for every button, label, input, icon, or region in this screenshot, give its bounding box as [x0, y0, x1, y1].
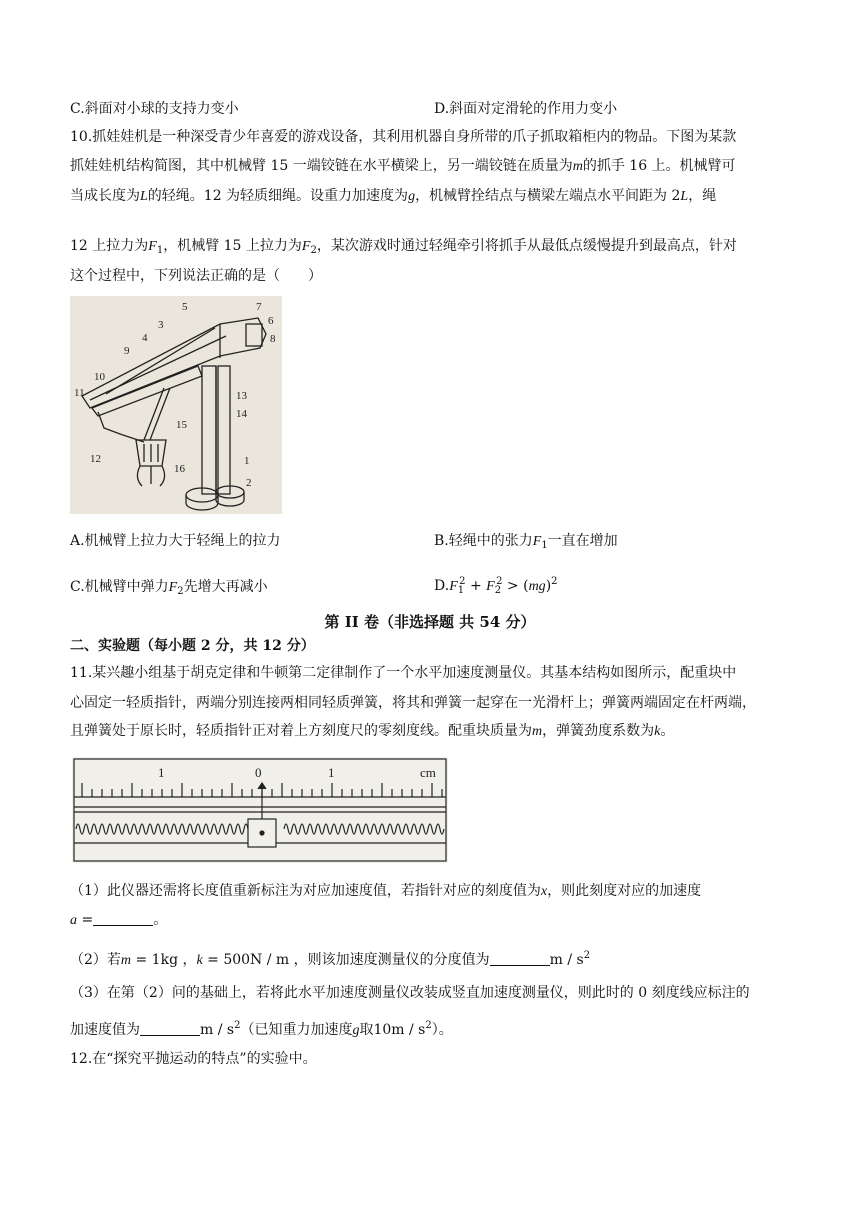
text: 一直在增加 [547, 533, 618, 549]
text: + [469, 578, 482, 594]
var-F: F [532, 534, 542, 549]
unit: m / s [549, 952, 584, 968]
label-8: 8 [270, 333, 276, 345]
ruler-label-left-1: 1 [158, 765, 165, 780]
option-c-prev: C.斜面对小球的支持力变小 [70, 101, 239, 117]
var-a: a [70, 913, 77, 928]
text: 。 [660, 723, 675, 739]
text: 。 [153, 912, 168, 928]
label-2: 2 [246, 477, 252, 489]
text: 抓娃娃机结构简图，其中机械臂 15 一端铰链在水平横梁上，另一端铰链在质量为 [70, 158, 573, 174]
label-15: 15 [176, 419, 187, 431]
text: ，机械臂 15 上拉力为 [163, 238, 302, 254]
label-13: 13 [236, 390, 247, 402]
accelerometer-figure [72, 757, 448, 863]
var-mg: mg [528, 579, 546, 594]
text: ）。 [431, 1022, 453, 1038]
var-x: x [540, 884, 548, 899]
text: ，弹簧劲度系数为 [542, 723, 655, 739]
q10-option-b [434, 530, 618, 551]
var-g: g [408, 189, 416, 204]
q10-line2 [70, 156, 736, 177]
ruler-label-zero: 0 [255, 765, 262, 780]
var-m: m [572, 159, 583, 174]
subscript: 2 [177, 586, 184, 597]
section-title: 二、实验题（每小题 2 分，共 12 分） [70, 638, 315, 654]
superscript: 2 [496, 576, 503, 587]
label-10: 10 [94, 371, 105, 383]
claw-machine-diagram [70, 296, 282, 514]
text: = 500N / m ，则该加速度测量仪的分度值为 [202, 952, 490, 968]
text: 且弹簧处于原长时，轻质指针正对着上方刻度尺的零刻度线。配重块质量为 [70, 723, 532, 739]
q11-part2 [70, 946, 590, 971]
label-4: 4 [142, 332, 148, 344]
text: ，则此刻度对应的加速度 [547, 883, 702, 899]
q11-part1-line1 [70, 881, 701, 902]
subscript: 1 [457, 585, 465, 596]
text: ，绳 [688, 188, 717, 204]
label-14: 14 [236, 408, 247, 420]
text: （2）若 [70, 952, 121, 968]
text: = 1kg ， [131, 952, 197, 968]
var-m: m [120, 953, 132, 968]
var-F: F [486, 579, 495, 594]
claw-machine-figure [70, 296, 282, 514]
label-9: 9 [124, 345, 130, 357]
q10-line3 [70, 186, 716, 207]
superscript: 2 [425, 1020, 432, 1031]
unit: m / s [200, 1022, 235, 1038]
text: B.轻绳中的张力 [434, 533, 533, 549]
q11-line3 [70, 721, 674, 742]
ruler-label-right-1: 1 [328, 765, 335, 780]
label-12: 12 [90, 453, 101, 465]
subscript: 1 [156, 245, 164, 256]
text: ，某次游戏时通过轻绳牵引将抓手从最低点缓慢提升到最高点，针对 [316, 238, 737, 254]
text: 取10m / s [359, 1022, 426, 1038]
text: 加速度值为 [70, 1022, 140, 1038]
label-11: 11 [74, 387, 85, 399]
option-d-prev: D.斜面对定滑轮的作用力变小 [434, 101, 618, 117]
subscript: 2 [310, 245, 317, 256]
text: = [77, 912, 94, 928]
text: > ( [506, 578, 529, 594]
var-F: F [168, 580, 178, 595]
text: 的抓手 16 上。机械臂可 [582, 158, 736, 174]
part-two-title: 第 II 卷（非选择题 共 54 分） [324, 613, 536, 631]
text: 12 上拉力为 [70, 238, 149, 254]
q11-line1: 11.某兴趣小组基于胡克定律和牛顿第二定律制作了一个水平加速度测量仪。其基本结构如图所示，配重块中 [70, 665, 737, 681]
subscript: 1 [541, 540, 548, 551]
var-m: m [532, 724, 543, 739]
q10-option-a: A.机械臂上拉力大于轻绳上的拉力 [70, 533, 281, 549]
var-F: F [148, 239, 157, 254]
superscript: 2 [551, 576, 558, 587]
text: ，机械臂拴结点与横梁左端点水平间距为 2 [415, 188, 681, 204]
var-g: g [352, 1023, 360, 1038]
text: 当成长度为 [70, 188, 140, 204]
var-k: k [654, 724, 661, 739]
label-6: 6 [268, 315, 274, 327]
q10-option-d [434, 576, 558, 596]
superscript: 2 [459, 576, 466, 587]
label-1: 1 [244, 455, 250, 467]
text: 的轻绳。12 为轻质细绳。设重力加速度为 [147, 188, 409, 204]
q11-part1-line2 [70, 910, 167, 931]
superscript: 2 [234, 1020, 241, 1031]
accelerometer-diagram [72, 757, 448, 863]
text: C.机械臂中弹力 [70, 579, 169, 595]
ruler-label-cm: cm [420, 765, 436, 780]
text: （已知重力加速度 [240, 1022, 353, 1038]
subscript: 2 [494, 585, 502, 596]
text: D. [434, 578, 450, 594]
label-5: 5 [182, 301, 188, 313]
q11-part3-line1: （3）在第（2）问的基础上，若将此水平加速度测量仪改装成竖直加速度测量仪，则此时的 0 刻度线应标注的 [70, 985, 750, 1001]
var-L: L [140, 189, 148, 204]
answer-blank-2[interactable] [490, 951, 550, 966]
q10-option-c [70, 576, 268, 597]
var-F: F [301, 239, 311, 254]
label-3: 3 [158, 319, 164, 331]
q10-line5: 这个过程中，下列说法正确的是（ ） [70, 268, 322, 284]
label-16: 16 [174, 463, 185, 475]
answer-blank-3[interactable] [140, 1021, 200, 1036]
q11-line2: 心固定一轻质指针，两端分别连接两相同轻质弹簧，将其和弹簧一起穿在一光滑杆上；弹簧两端固定在杆两端， [70, 695, 756, 711]
text: ) [545, 578, 552, 594]
var-L: L [680, 189, 689, 204]
q10-line4 [70, 236, 737, 261]
text: （1）此仪器还需将长度值重新标注为对应加速度值，若指针对应的刻度值为 [70, 883, 541, 899]
var-k: k [196, 953, 203, 968]
label-7: 7 [256, 301, 262, 313]
superscript: 2 [583, 950, 591, 961]
var-F: F [449, 579, 458, 594]
q12-line1: 12.在“探究平抛运动的特点”的实验中。 [70, 1051, 317, 1067]
q11-part3-line2 [70, 1016, 453, 1041]
q10-line1: 10.抓娃娃机是一种深受青少年喜爱的游戏设备，其利用机器自身所带的爪子抓取箱柜内的物品。下图为某款 [70, 129, 737, 145]
text: 先增大再减小 [183, 579, 268, 595]
answer-blank-1[interactable] [93, 911, 153, 926]
